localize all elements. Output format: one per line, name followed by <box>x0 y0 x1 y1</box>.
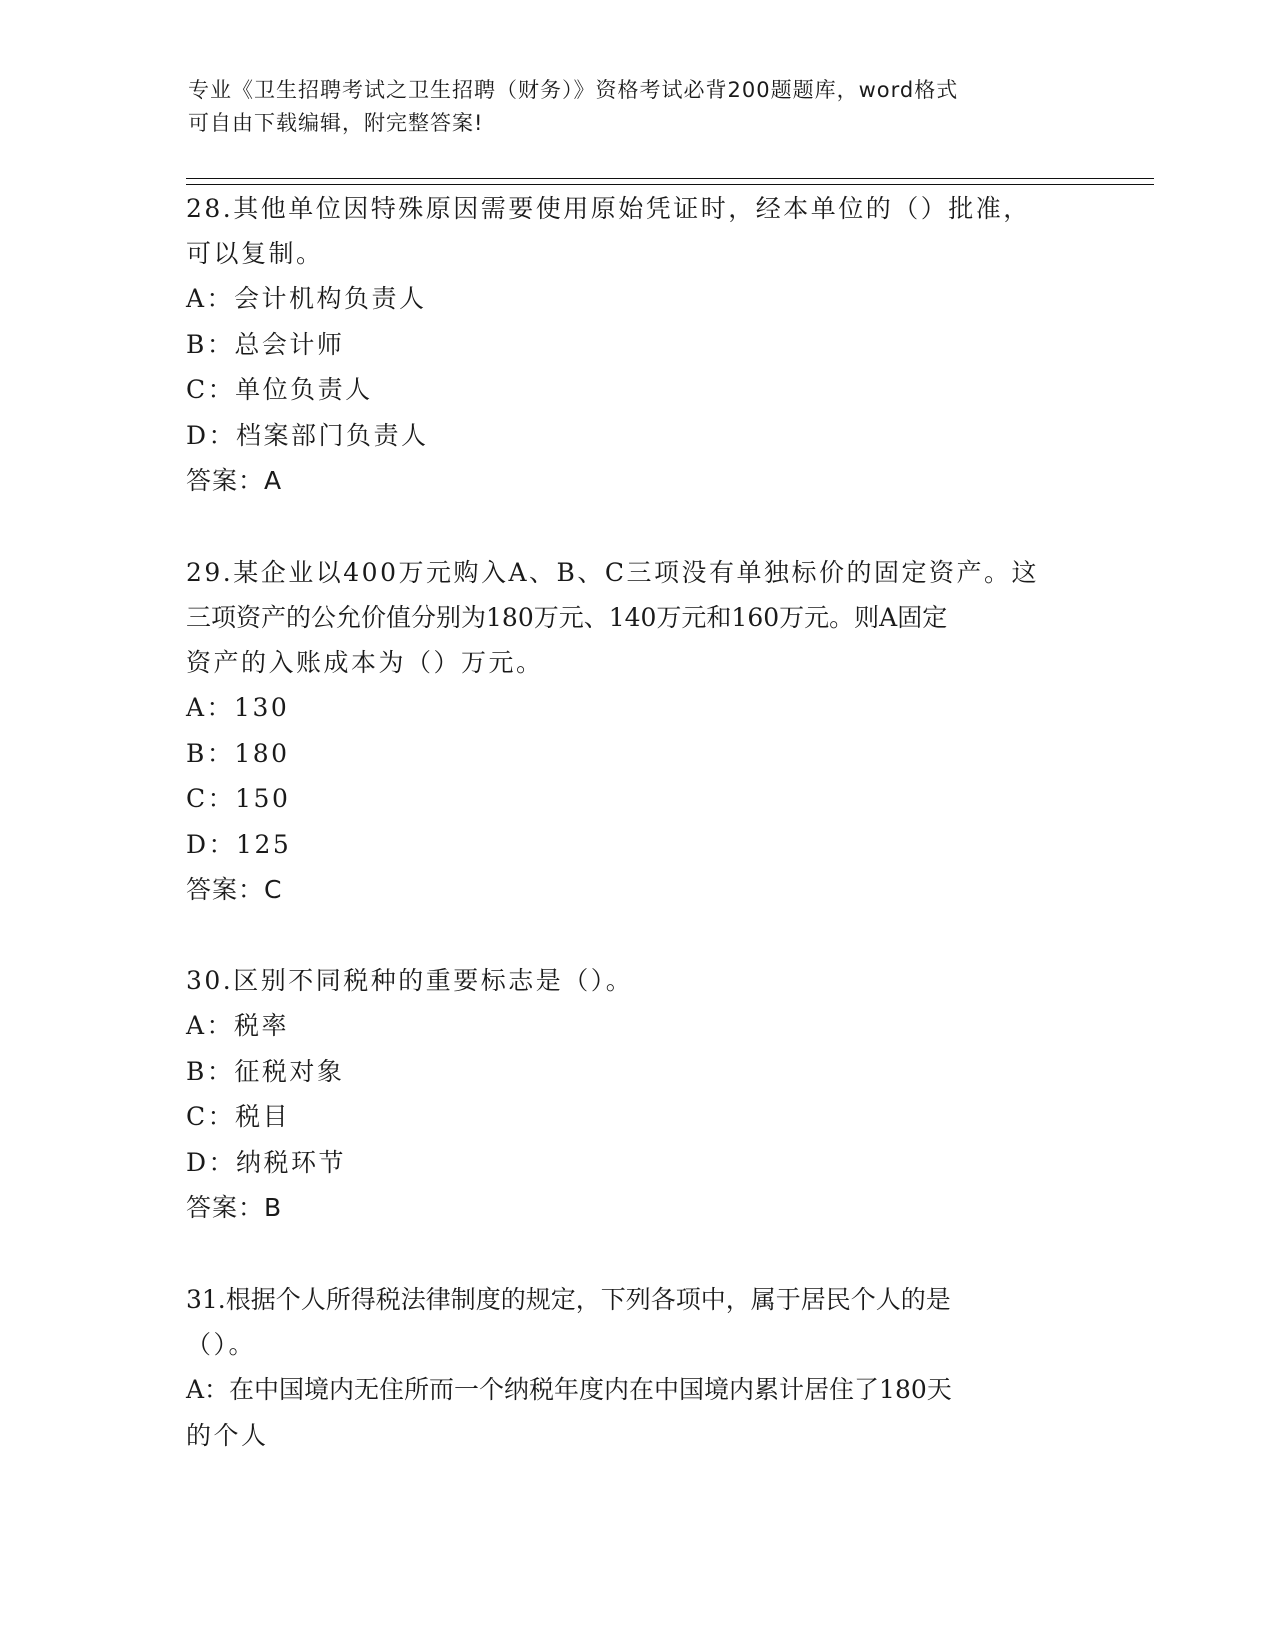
answer-label: 答案：B <box>186 1193 283 1222</box>
answer-label: 答案：C <box>186 875 283 904</box>
option-a-continued: 的个人 <box>186 1420 269 1450</box>
header-line-1: 专业《卫生招聘考试之卫生招聘（财务）》资格考试必背200题题库，word格式 <box>188 78 959 102</box>
option-c: C：150 <box>186 784 291 813</box>
header-line-2: 可自由下载编辑，附完整答案! <box>188 111 484 135</box>
header-divider-top <box>186 178 1154 179</box>
question-stem-line: 三项资产的公允价值分别为180万元、140万元和160万元。则A固定 <box>186 603 948 632</box>
question-stem-line: 29.某企业以400万元购入A、B、C三项没有单独标价的固定资产。这 <box>186 558 1040 587</box>
header-divider-bottom <box>186 184 1154 185</box>
question-stem-line: 28.其他单位因特殊原因需要使用原始凭证时，经本单位的（）批准， <box>186 194 1031 223</box>
option-b: B：征税对象 <box>186 1056 345 1086</box>
question-30 <box>186 958 1086 1230</box>
option-d: D：纳税环节 <box>186 1147 347 1177</box>
answer-label: 答案：A <box>186 466 283 495</box>
option-a: A：会计机构负责人 <box>186 284 427 313</box>
option-c: C：单位负责人 <box>186 375 373 404</box>
option-c: C：税目 <box>186 1102 291 1131</box>
option-b: B：总会计师 <box>186 329 345 359</box>
option-d: D：档案部门负责人 <box>186 420 429 450</box>
option-a: A：税率 <box>186 1011 290 1040</box>
question-stem-line: （）。 <box>186 1330 257 1359</box>
option-d: D：125 <box>186 829 292 859</box>
option-a: A：130 <box>186 693 290 722</box>
question-stem-line: 31.根据个人所得税法律制度的规定，下列各项中，属于居民个人的是 <box>186 1285 951 1314</box>
document-header <box>188 74 1068 140</box>
question-stem-line: 可以复制。 <box>186 239 324 268</box>
question-stem-line: 30.区别不同税种的重要标志是（）。 <box>186 966 634 995</box>
question-29 <box>186 550 1086 912</box>
question-31 <box>186 1277 1086 1458</box>
option-b: B：180 <box>186 738 290 768</box>
option-a: A：在中国境内无住所而一个纳税年度内在中国境内累计居住了180天 <box>186 1375 952 1404</box>
question-stem-line: 资产的入账成本为（）万元。 <box>186 648 544 677</box>
question-28 <box>186 186 1086 503</box>
